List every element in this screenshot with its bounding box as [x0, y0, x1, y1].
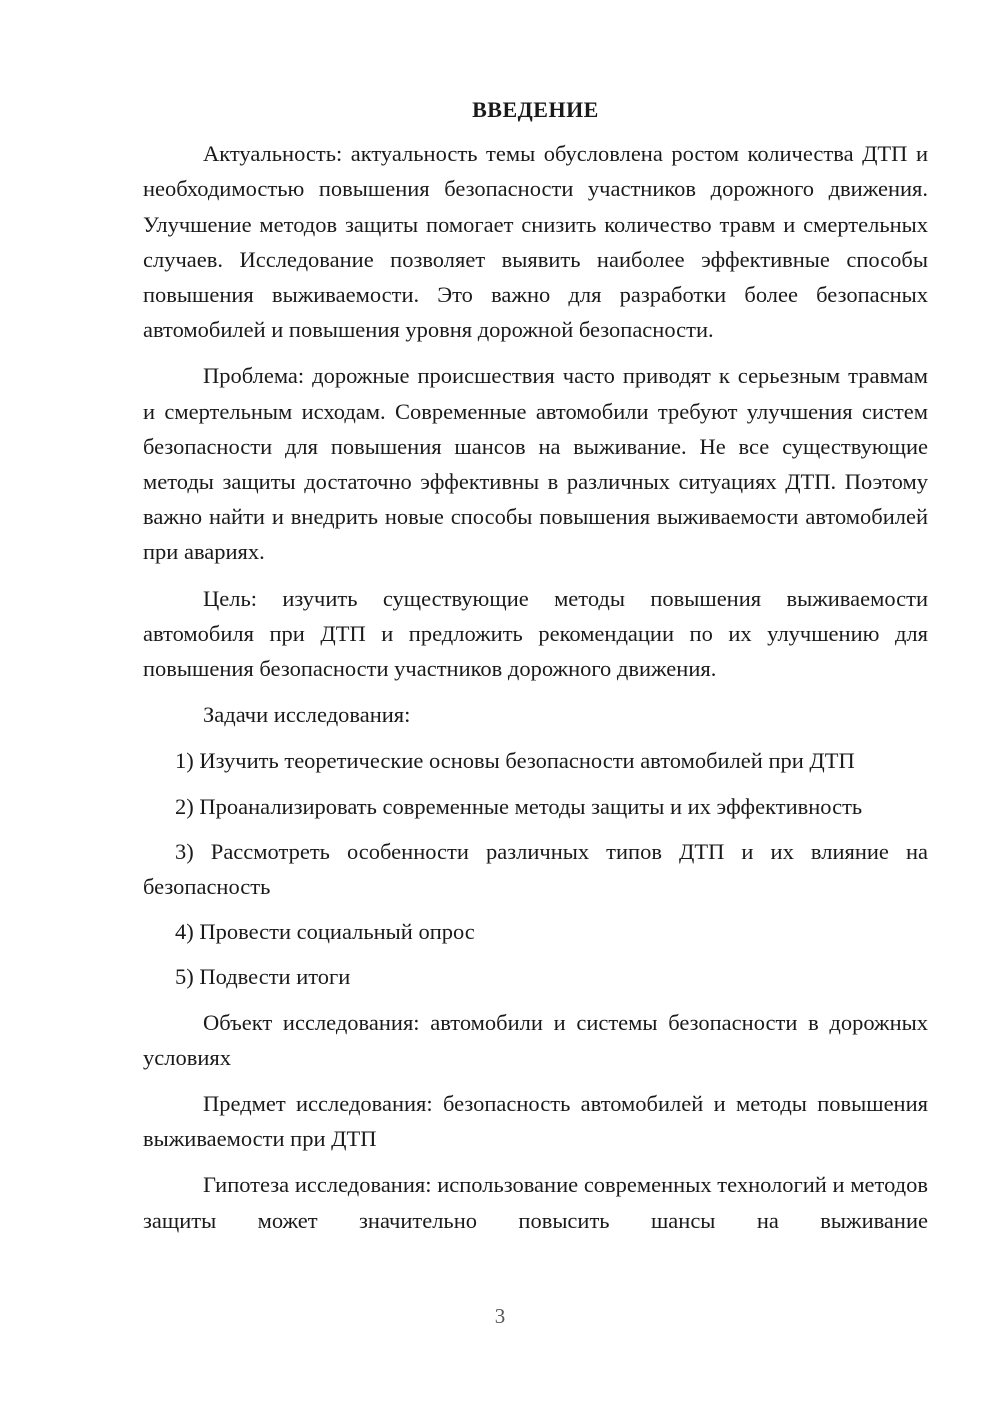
tasks-heading: Задачи исследования:	[203, 702, 411, 728]
paragraph-goal: Цель: изучить существующие методы повышения выживаемости автомобиля при ДТП и предложить рекомендации по их улучшению для повышения безопасности участников дорожного движения.	[143, 585, 928, 682]
document-title: ВВЕДЕНИЕ	[472, 97, 599, 122]
task-item-5: 5) Подвести итоги	[175, 964, 351, 990]
paragraph-subject: Предмет исследования: безопасность автомобилей и методы повышения выживаемости при ДТП	[143, 1091, 928, 1152]
document-page	[143, 92, 928, 1249]
task-item-2: 2) Проанализировать современные методы защиты и их эффективность	[175, 793, 863, 819]
task-item-3: 3) Рассмотреть особенности различных типов ДТП и их влияние на безопасность	[143, 838, 928, 900]
paragraph-object: Объект исследования: автомобили и системы безопасности в дорожных условиях	[143, 1009, 928, 1070]
task-item-4: 4) Провести социальный опрос	[175, 919, 475, 945]
task-item-1: 1) Изучить теоретические основы безопасности автомобилей при ДТП	[175, 748, 855, 774]
page-number: 3	[494, 1304, 506, 1328]
paragraph-relevance: Актуальность: актуальность темы обусловлена ростом количества ДТП и необходимостью повышения безопасности участников дорожного движения. Улучшение методов защиты помогает снизить количество травм и смертельных случаев. Исследование позволяет выявить наиболее эффективные способы повышения выживаемости. Это важно для разработки более безопасных автомобилей и повышения уровня дорожной безопасности.	[143, 141, 928, 343]
paragraph-problem: Проблема: дорожные происшествия часто приводят к серьезным травмам и смертельным исходам. Современные автомобили требуют улучшения систем безопасности для повышения шансов на выживание. Не все существующие методы защиты достаточно эффективны в различных ситуациях ДТП. Поэтому важно найти и внедрить новые способы повышения выживаемости автомобилей при авариях.	[143, 363, 928, 565]
paragraph-hypothesis: Гипотеза исследования: использование современных технологий и методов защиты может значительно повысить шансы на выживание	[143, 1172, 928, 1233]
